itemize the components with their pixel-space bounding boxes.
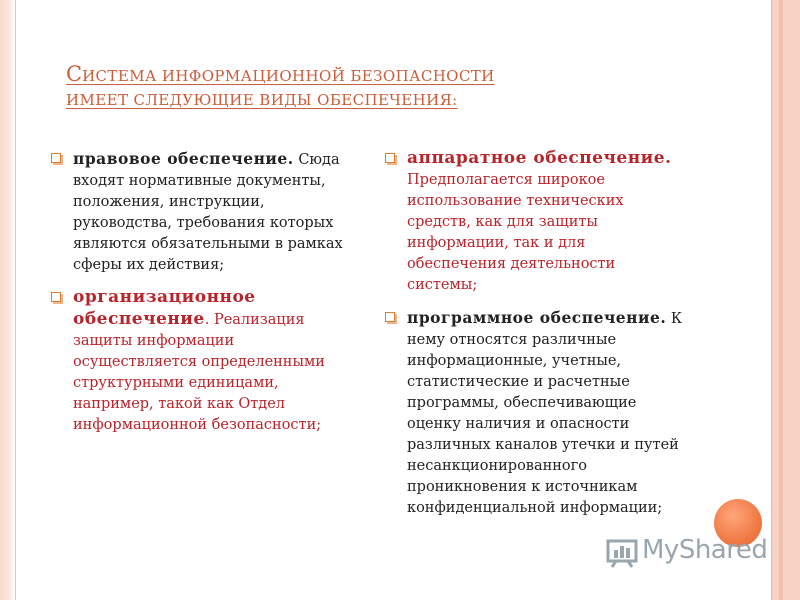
item-body: Предполагается широкое использование технических средств, как для защиты информации, так и для обеспечения деятельности системы; [407, 172, 624, 293]
item-heading: организационное обеспечение [73, 287, 256, 329]
left-column [49, 148, 354, 447]
list-item-hardware-support [383, 148, 688, 296]
item-heading: аппаратное обеспечение. [407, 148, 672, 168]
watermark-text: MyShared [642, 535, 768, 565]
right-column [383, 148, 688, 530]
list-item-legal-support [49, 148, 354, 276]
presentation-board-icon [606, 538, 640, 568]
list-item-organizational-support [49, 287, 354, 436]
title-line-1: СИСТЕМА ИНФОРМАЦИОННОЙ БЕЗОПАСНОСТИ [66, 62, 495, 86]
bullet-square-icon [51, 292, 61, 302]
bullet-square-icon [385, 312, 395, 322]
item-body: Сюда входят нормативные документы, положения, инструкции, руководства, требования которых являются обязательными в рамках сферы их действия; [73, 152, 343, 273]
item-heading: программное обеспечение. [407, 308, 667, 327]
item-body: К нему относятся различные информационные, учетные, статистические и расчетные программы, обеспечивающие оценку наличия и опасности различных каналов утечки и путей несанкционированного проникновения к источникам конфиденциальной информации; [407, 311, 683, 516]
list-item-software-support [383, 307, 688, 519]
left-frame-border [0, 0, 16, 600]
item-body: . Реализация защиты информации осуществляется определенными структурными единицами, например, такой как Отдел информационной безопасности; [73, 312, 325, 433]
right-frame-border [771, 0, 800, 600]
bullet-square-icon [51, 153, 61, 163]
bullet-square-icon [385, 153, 395, 163]
slide-title [66, 62, 726, 112]
title-line-2: ИМЕЕТ СЛЕДУЮЩИЕ ВИДЫ ОБЕСПЕЧЕНИЯ: [66, 91, 458, 109]
item-heading: правовое обеспечение. [73, 149, 294, 168]
watermark-logo [606, 535, 776, 568]
